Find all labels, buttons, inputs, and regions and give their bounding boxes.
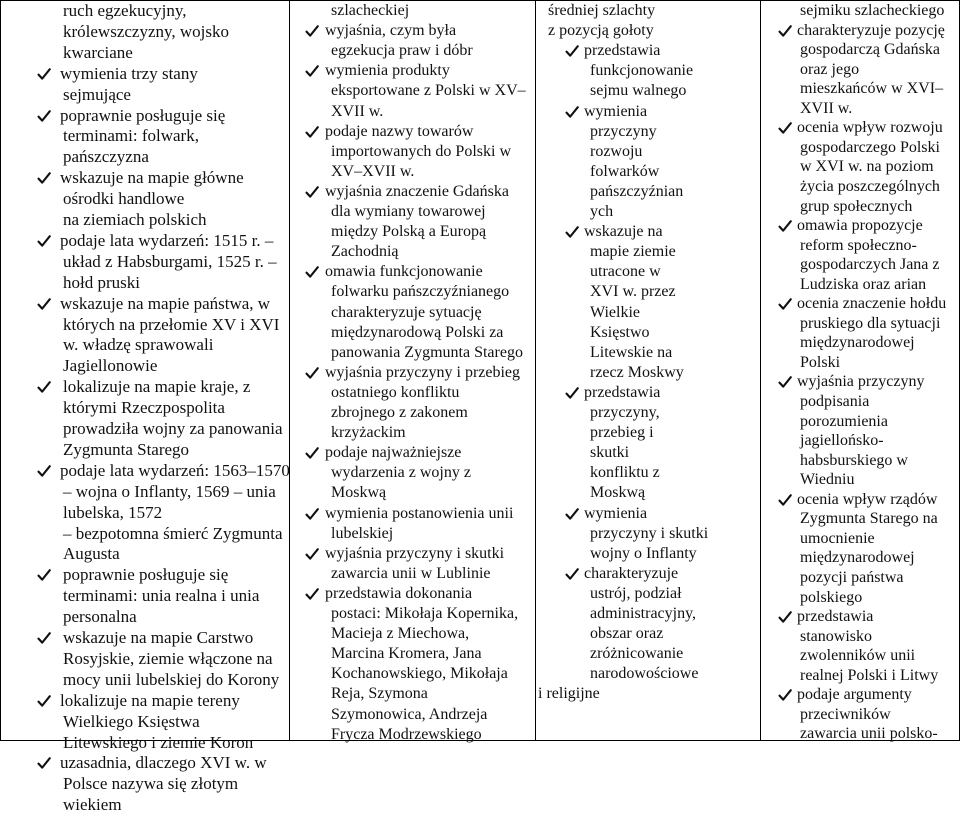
- text-line: wymienia produkty: [325, 62, 450, 80]
- checkmark-icon: [37, 234, 51, 248]
- text-line: Frycza Modrzewskiego: [331, 725, 482, 743]
- checkmark-icon: [305, 366, 319, 380]
- text-line: kwarciane: [63, 42, 133, 62]
- text-line: ostatniego konfliktu: [331, 383, 460, 401]
- checkmark-icon: [565, 386, 579, 400]
- text-line: w XVI w. na poziom: [800, 158, 934, 176]
- checkmark-icon: [37, 756, 51, 770]
- text-line: którymi Rzeczpospolita: [63, 398, 225, 418]
- text-line: podaje lata wydarzeń: 1563–1570: [60, 460, 290, 480]
- text-line: przedstawia dokonania: [325, 584, 473, 602]
- text-line: realnej Polski i Litwy: [800, 666, 939, 684]
- column-4: [761, 0, 959, 741]
- text-line: między Polską a Europą: [331, 223, 487, 241]
- text-line: Kochanowskiego, Mikołaja: [331, 665, 508, 683]
- text-line: dla wymiany towarowej: [331, 203, 486, 220]
- text-line: gospodarczą Gdańska: [800, 41, 940, 59]
- text-line: ośrodki handlowe: [63, 189, 185, 209]
- text-line: przedstawia: [584, 383, 661, 401]
- text-line: wojny o Inflanty: [590, 544, 697, 562]
- text-line: obszar oraz: [590, 625, 664, 643]
- text-line: pruskiego dla sytuacji: [800, 314, 941, 332]
- text-line: przeciwników: [800, 705, 891, 723]
- text-line: folwarków: [590, 162, 660, 180]
- text-line: omawia funkcjonowanie: [325, 263, 483, 281]
- checkmark-icon: [565, 567, 579, 581]
- text-line: wyjaśnia przyczyny i przebieg: [325, 363, 521, 381]
- column-1: [0, 0, 290, 815]
- checkmark-icon: [37, 464, 51, 478]
- text-line: Polsce nazywa się złotym: [63, 774, 239, 794]
- column-3: [536, 0, 760, 741]
- text-line: – bezpotomna śmierć Zygmunta: [63, 523, 283, 543]
- text-line: lubelskiej: [331, 524, 394, 542]
- text-line: polskiego: [800, 588, 863, 606]
- text-line: Augusta: [63, 544, 120, 564]
- checkmark-icon: [305, 64, 319, 78]
- checkmark-icon: [305, 507, 319, 521]
- text-line: postaci: Mikołaja Kopernika,: [331, 605, 519, 622]
- text-line: Zygmunta Starego: [63, 439, 190, 459]
- text-line: habsburskiego w: [800, 451, 908, 469]
- text-line: folwarku pańszczyźnianego: [331, 283, 510, 301]
- text-line: charakteryzuje sytuację: [331, 303, 482, 321]
- text-line: reform społeczno-: [800, 236, 917, 254]
- text-line: prowadziła wojny za panowania: [63, 419, 283, 438]
- text-line: przyczyny,: [590, 404, 660, 421]
- checkmark-icon: [778, 297, 792, 311]
- text-line: XVI w. przez: [590, 283, 676, 301]
- checkmark-icon: [305, 24, 319, 38]
- text-line: Polski: [800, 353, 841, 371]
- text-line: narodowościowe: [590, 665, 699, 683]
- text-line: hołd pruski: [63, 272, 140, 292]
- text-line: wiekiem: [63, 795, 122, 815]
- checkmark-icon: [778, 493, 792, 507]
- text-line: Rosyjskie, ziemie włączone na: [63, 648, 273, 668]
- text-line: królewszczyzny, wojsko: [63, 21, 230, 41]
- text-line: importowanych do Polski w: [331, 142, 511, 160]
- checkmark-icon: [565, 105, 579, 119]
- text-line: krzyżackim: [331, 424, 406, 442]
- checkmark-icon: [37, 67, 51, 81]
- text-line: ocenia wpływ rządów: [797, 490, 938, 508]
- text-line: pańszczyzna: [63, 147, 149, 167]
- text-line: i religijne: [538, 685, 600, 703]
- text-line: Reja, Szymona: [331, 685, 428, 703]
- text-line: podaje argumenty: [797, 686, 912, 704]
- checkmark-icon: [305, 265, 319, 279]
- text-line: poprawnie posługuje się: [60, 105, 226, 125]
- text-line: których na przełomie XV i XVI: [63, 314, 280, 334]
- text-line: wskazuje na mapie państwa, w: [60, 293, 271, 313]
- text-line: oraz jego: [800, 60, 860, 78]
- text-line: omawia propozycje: [797, 217, 923, 235]
- text-line: utracone w: [590, 263, 661, 281]
- text-line: wymienia: [584, 102, 648, 120]
- checkmark-icon: [37, 631, 51, 645]
- text-line: mocy unii lubelskiej do Korony: [63, 669, 280, 689]
- checkmark-icon: [565, 507, 579, 521]
- text-line: życia poszczególnych: [800, 177, 940, 195]
- text-line: Wielkiego Księstwa: [63, 711, 200, 731]
- text-line: Macieja z Miechowa,: [331, 625, 470, 643]
- text-line: wskazuje na mapie Carstwo: [63, 628, 254, 647]
- text-line: porozumienia: [800, 412, 888, 430]
- text-line: Jagiellonowie: [63, 356, 158, 376]
- text-line: poprawnie posługuje się: [63, 565, 229, 585]
- text-line: stanowisko: [800, 627, 872, 645]
- text-line: Wielkie: [590, 303, 640, 321]
- text-line: sejmiku szlacheckiego: [800, 2, 945, 19]
- text-line: Moskwą: [590, 484, 646, 502]
- text-line: Zachodnią: [331, 243, 399, 261]
- text-line: ocenia wpływ rozwoju: [797, 119, 943, 137]
- text-line: szlacheckiej: [331, 2, 410, 19]
- text-line: grup społecznych: [800, 197, 913, 215]
- text-line: panowania Zygmunta Starego: [331, 343, 523, 361]
- text-line: Zygmunta Starego na: [800, 510, 938, 528]
- text-line: – wojna o Inflanty, 1569 – unia: [63, 481, 276, 501]
- checkmark-icon: [778, 24, 792, 38]
- text-line: charakteryzuje pozycję: [797, 21, 945, 39]
- checkmark-icon: [778, 375, 792, 389]
- text-line: Ludziska oraz arian: [800, 275, 927, 293]
- text-line: Litewskie na: [590, 343, 673, 361]
- text-line: w. władzę sprawowali: [63, 335, 214, 355]
- text-line: przedstawia: [797, 608, 874, 626]
- text-line: rozwoju: [590, 142, 643, 160]
- text-line: ych: [590, 203, 614, 220]
- text-line: Szymonowica, Andrzeja: [331, 705, 488, 723]
- text-line: gospodarczego Polski: [800, 138, 940, 156]
- text-line: przyczyny: [590, 122, 657, 140]
- text-line: Wiedniu: [800, 471, 855, 489]
- checkmark-icon: [565, 225, 579, 239]
- text-line: pańszczyźnian: [590, 182, 684, 200]
- checkmark-icon: [778, 610, 792, 624]
- text-line: charakteryzuje: [584, 564, 679, 582]
- checkmark-icon: [305, 547, 319, 561]
- checkmark-icon: [565, 44, 579, 58]
- checkmark-icon: [37, 297, 51, 311]
- checkmark-icon: [778, 688, 792, 702]
- text-line: mapie ziemie: [590, 243, 676, 261]
- text-line: z pozycją gołoty: [548, 22, 654, 40]
- text-line: międzynarodową Polski za: [331, 323, 504, 341]
- text-line: umocnienie: [800, 529, 875, 547]
- text-line: podaje najważniejsze: [325, 444, 462, 462]
- text-line: wyjaśnia przyczyny i skutki: [325, 544, 505, 562]
- text-line: przedstawia: [584, 42, 661, 60]
- text-line: Moskwą: [331, 484, 387, 502]
- text-line: mieszkańców w XVI–: [800, 80, 944, 98]
- text-line: zwolenników unii: [800, 647, 916, 665]
- text-line: uzasadnia, dlaczego XVI w. w: [60, 753, 267, 773]
- text-line: wyjaśnia przyczyny: [797, 373, 925, 391]
- text-line: wyjaśnia znaczenie Gdańska: [325, 182, 509, 200]
- text-line: podpisania: [800, 393, 870, 410]
- text-line: średniej szlachty: [548, 2, 656, 19]
- text-line: rzecz Moskwy: [590, 363, 684, 381]
- checkmark-icon: [305, 125, 319, 139]
- text-line: przebieg i: [590, 424, 654, 442]
- text-line: ocenia znaczenie hołdu: [797, 295, 947, 313]
- text-line: jagiellońsko-: [800, 432, 884, 450]
- text-line: wymienia trzy stany: [60, 63, 198, 83]
- text-line: podaje lata wydarzeń: 1515 r. –: [60, 230, 274, 250]
- checkmark-icon: [37, 568, 51, 582]
- text-line: przyczyny i skutki: [590, 524, 709, 542]
- text-line: sejmujące: [63, 84, 131, 104]
- text-line: wymienia postanowienia unii: [325, 504, 514, 522]
- text-line: terminami: folwark,: [63, 126, 199, 146]
- text-line: eksportowane z Polski w XV–: [331, 82, 526, 100]
- text-line: Litewskiego i ziemie Koron: [63, 732, 254, 752]
- text-line: ustrój, podział: [590, 584, 682, 602]
- text-line: pozycji państwa: [800, 568, 904, 586]
- text-line: wyjaśnia, czym była: [325, 22, 457, 40]
- text-line: administracyjny,: [590, 605, 697, 622]
- text-line: konfliktu z: [590, 464, 660, 482]
- text-line: podaje nazwy towarów: [325, 122, 474, 140]
- checkmark-icon: [305, 587, 319, 601]
- text-line: wymienia: [584, 504, 648, 522]
- checkmark-icon: [305, 446, 319, 460]
- text-line: egzekucja praw i dóbr: [331, 42, 473, 60]
- checkmark-icon: [305, 185, 319, 199]
- text-line: funkcjonowanie: [590, 62, 694, 80]
- text-line: personalna: [63, 607, 137, 627]
- text-line: sejmu walnego: [590, 82, 687, 100]
- checkmark-icon: [778, 219, 792, 233]
- text-line: XVII w.: [331, 102, 384, 120]
- text-line: skutki: [590, 444, 630, 462]
- text-line: XV–XVII w.: [331, 162, 415, 180]
- text-line: zbrojnego z zakonem: [331, 404, 468, 421]
- text-line: międzynarodowej: [800, 549, 915, 567]
- text-line: terminami: unia realna i unia: [63, 586, 260, 606]
- text-line: wskazuje na mapie główne: [60, 168, 244, 188]
- text-line: ruch egzekucyjny,: [63, 1, 187, 20]
- checkmark-icon: [778, 121, 792, 135]
- text-line: na ziemiach polskich: [63, 210, 207, 229]
- checkmark-icon: [37, 171, 51, 185]
- text-line: gospodarczych Jana z: [800, 256, 940, 274]
- text-line: lubelska, 1572: [63, 502, 163, 522]
- text-line: Marcina Kromera, Jana: [331, 645, 482, 663]
- text-line: zawarcia unii polsko-: [800, 725, 938, 743]
- checkmark-icon: [37, 109, 51, 123]
- text-line: Księstwo: [590, 323, 650, 341]
- checkmark-icon: [37, 380, 51, 394]
- checkmark-icon: [37, 694, 51, 708]
- text-line: wskazuje na: [584, 223, 663, 241]
- text-line: wydarzenia z wojny z: [331, 464, 471, 482]
- column-2: [290, 0, 535, 741]
- text-line: lokalizuje na mapie kraje, z: [63, 377, 251, 397]
- text-line: układ z Habsburgami, 1525 r. –: [63, 251, 277, 271]
- text-line: zróżnicowanie: [590, 645, 684, 663]
- text-line: lokalizuje na mapie tereny: [60, 690, 240, 710]
- text-line: XVII w.: [800, 99, 853, 117]
- text-line: zawarcia unii w Lublinie: [331, 564, 491, 582]
- text-line: międzynarodowej: [800, 334, 915, 352]
